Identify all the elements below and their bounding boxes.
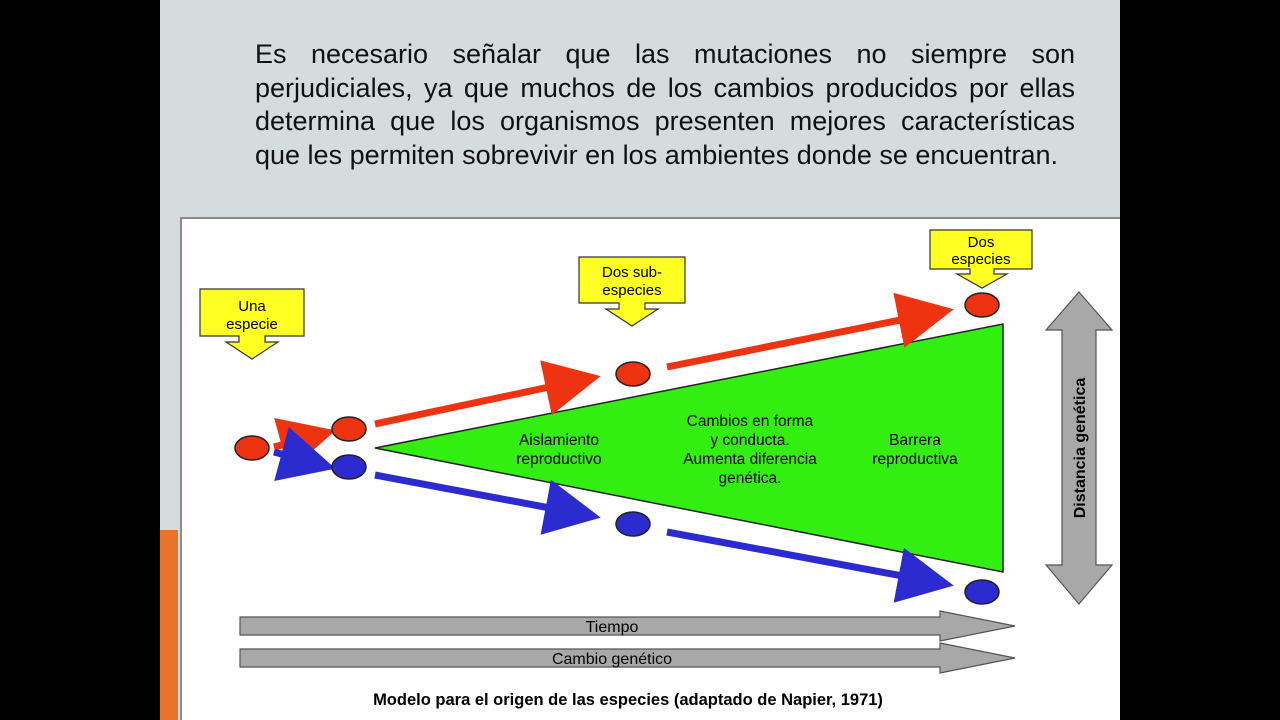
ancestral-species-dot: [235, 436, 269, 460]
label-isolation-line1: Aislamiento: [518, 432, 600, 449]
callout-two-species-line1: Dos: [967, 234, 995, 251]
red-dot-1: [332, 417, 366, 441]
genetic-distance-arrow: [1046, 292, 1112, 604]
label-changes-line2: y conducta.: [710, 432, 790, 449]
label-changes-line1: Cambios en forma: [686, 413, 814, 430]
genetic-change-arrow: [240, 643, 1015, 673]
speciation-diagram: [182, 219, 1120, 720]
callout-two-species: [930, 230, 1032, 288]
genetic-change-arrow-label: Cambio genético: [551, 651, 673, 668]
diagram-caption: Modelo para el origen de las especies (adaptado de Napier, 1971): [373, 691, 883, 709]
blue-arrow-1: [274, 452, 322, 465]
genetic-distance-label: Distancia genética: [1072, 377, 1089, 519]
label-changes-line3: Aumenta diferencia: [683, 451, 817, 468]
time-arrow-label: Tiempo: [585, 619, 639, 636]
blue-dot-1: [332, 455, 366, 479]
callout-two-subspecies-line2: especies: [602, 282, 662, 299]
slide: [160, 0, 1120, 720]
red-dot-2: [616, 362, 650, 386]
callout-one-species-line2: especie: [226, 316, 278, 333]
label-barrier-line2: reproductiva: [872, 451, 958, 468]
callout-two-subspecies-line1: Dos sub-: [601, 264, 663, 281]
callout-one-species: [200, 289, 304, 359]
red-dot-3: [965, 293, 999, 317]
blue-dot-2: [616, 512, 650, 536]
red-arrow-1: [274, 434, 322, 447]
accent-bar: [160, 530, 178, 720]
time-arrow: [240, 611, 1015, 641]
label-barrier-line1: Barrera: [889, 432, 941, 449]
callout-two-subspecies: [579, 257, 685, 326]
label-isolation-line2: reproductivo: [516, 451, 602, 468]
callout-two-species-line2: especies: [951, 251, 1011, 268]
body-paragraph: Es necesario señalar que las mutaciones no siempre son perjudiciales, ya que muchos de los cambios producidos por ellas determina que los organismos presenten mejores características que les permiten sobrevivir en los ambientes donde se encuentran.: [255, 39, 1075, 170]
callout-one-species-line1: Una: [238, 298, 266, 315]
speciation-diagram-figure: [180, 217, 1120, 720]
label-changes-line4: genética.: [718, 470, 782, 487]
blue-dot-3: [965, 580, 999, 604]
